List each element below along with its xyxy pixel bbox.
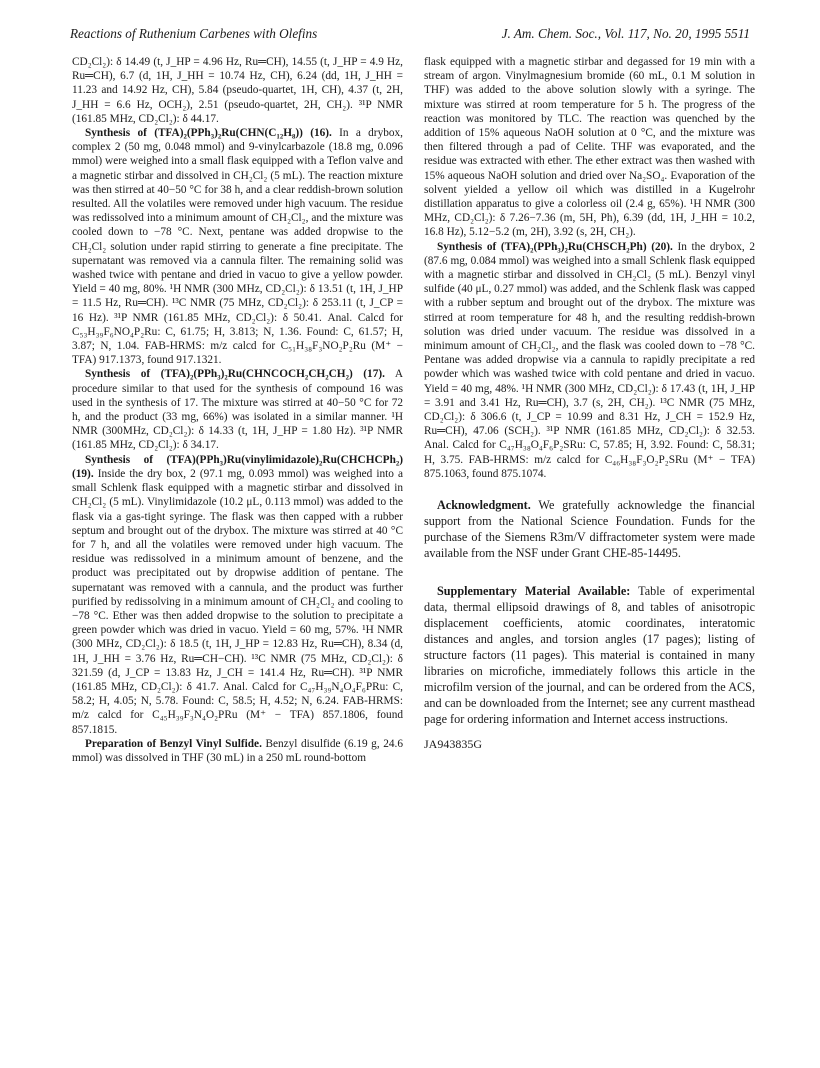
paragraph-synthesis-19 [72, 453, 403, 737]
heading-synthesis-20: Synthesis of (TFA)₂(PPh₃)₂Ru(CHSCH₂Ph) (20). [437, 240, 673, 253]
heading-synthesis-16: Synthesis of (TFA)₂(PPh₃)₂Ru(CHN(C₁₂H₈)) (16). [85, 127, 332, 140]
body-synthesis-19: Inside the dry box, 2 (97.1 mg, 0.093 mmol) was weighed into a small Schlenk flask equipped with a magnetic stirbar and dissolved in CH₂Cl₂ (5 mL). Vinylimidazole (10.2 μL, 0.113 mmol) was added to the flask via a gas-tight syringe. The flask was then capped with a rubber septum and brought out of the drybox. The mixture was stirred at 40 °C for 7 h, and all the volatiles were removed under high vacuum. The residue was redissolved in a minimum amount of benzene, and the product was precipitated out by dropwise addition of pentane. The supernatant was removed with a cannula, and the product was further purified by redissolving in a minimum amount of CH₂Cl₂ and cooling to −78 °C. Ether was then added dropwise to the solution to precipitate a green powder which was dried in vacuo. Yield = 60 mg, 57%. ¹H NMR (300 MHz, CD₂Cl₂): δ 18.5 (t, 1H, J_HP = 12.83 Hz, Ru═CH), 8.34 (d, 1H, J_HH = 3.76 Hz, Ru═CH−CH). ¹³C NMR (75 MHz, CD₂Cl₂): δ 321.59 (d, J_CP = 13.83 Hz, J_CH = 141.4 Hz, Ru═CH). ³¹P NMR (161.85 MHz, CD₂Cl₂): δ 41.7. Anal. Calcd for C₄₇H₃₉N₄O₄F₆PRu: C, 58.2; H, 4.05; N, 5.78. Found: C, 58.5; H, 4.52; N, 6.24. FAB-HRMS: m/z calcd for C₄₅H₃₉F₃N₄O₂PRu (M⁺ − TFA) 857.1806, found 857.1815. [72, 467, 403, 736]
acknowledgment-section [424, 497, 755, 561]
body-synthesis-16: In a drybox, complex 2 (50 mg, 0.048 mmol) and 9-vinylcarbazole (18.8 mg, 0.096 mmol) were weighed into a small flask equipped with a Teflon valve and a magnetic stirbar and dissolved in CH₂Cl₂ (5 mL). The reaction mixture was then stirred at 40−50 °C for 38 h, and a clear reddish-brown solution resulted. All the volatiles were removed under high vacuum. The residue was redissolved into a minimum amount of CH₂Cl₂, and the mixture was cooled down to −78 °C. Next, pentane was added dropwise to the CH₂Cl₂ solution under rapid stirring to generate a fine precipitate. The supernatant was removed via a cannula filter. The remaining solid was washed twice with pentane and dried in vacuo to give a yellow powder. Yield = 40 mg, 80%. ¹H NMR (300 MHz, CD₂Cl₂): δ 13.51 (t, 1H, J_HP = 11.5 Hz, Ru═CH). ¹³C NMR (75 MHz, CD₂Cl₂): δ 253.11 (t, J_CP = 16 Hz). ³¹P NMR (161.85 MHz, CD₂Cl₂): δ 50.41. Anal. Calcd for C₅₃H₃₉F₆NO₄P₂Ru: C, 61.75; H, 3.813; N, 1.36. Found: C, 61.57; H, 3.87; N, 1.04. FAB-HRMS: m/z calcd for C₅₁H₃₈F₃NO₂P₂Ru (M⁺ − TFA) 917.1373, found 917.1321. [72, 127, 403, 367]
supplementary-body: Table of experimental data, thermal ellipsoid drawings of 8, and tables of anisotropic displacement coefficients, atomic coordinates, interatomic distances and angles, and torsion angles (17 pages); listing of structure factors (11 pages). This material is contained in many libraries on microfiche, immediately follows this article in the microfilm version of the journal, and can be ordered from the ACS, and can be downloaded from the Internet; see any current masthead page for ordering information and Internet access instructions. [424, 584, 755, 727]
paragraph-synthesis-20 [424, 240, 755, 481]
running-title: Reactions of Ruthenium Carbenes with Olefins [70, 26, 318, 41]
paragraph-synthesis-17 [72, 367, 403, 452]
heading-benzyl-vinyl-sulfide: Preparation of Benzyl Vinyl Sulfide. [85, 737, 262, 750]
acknowledgment-body: We gratefully acknowledge the financial support from the National Science Foundation. Funds for the purchase of the Siemens R3m/V diffractometer system were made available from the NSF under Grant CHE-85-14495. [424, 498, 755, 561]
body-synthesis-17: A procedure similar to that used for the synthesis of compound 16 was used in the synthesis of 17. The mixture was stirred at 40−50 °C for 72 h, and the product (33 mg, 66%) was isolated in a similar manner. ¹H NMR (300MHz, CD₂Cl₂): δ 14.33 (t, 1H, J_HP = 1.80 Hz). ³¹P NMR (161.85 MHz, CD₂Cl₂): δ 34.17. [72, 368, 404, 452]
supplementary-section [424, 583, 755, 727]
left-column [72, 55, 403, 765]
paragraph-benzyl-continued: flask equipped with a magnetic stirbar and degassed for 19 min with a stream of argon. Vinylmagnesium bromide (60 mL, 0.1 M solution in THF) was added to the above solution slowly with a syringe. The mixture was stirred at room temperature for 5 h. The progress of the reaction was monitored by TLC. The reaction was quenched by the addition of 15% aqueous NaOH solution at 0 °C, and the mixture was then filtered through a pad of Celite. THF was evaporated, and the residue was extracted with ether. The ether extract was then washed with 15% aqueous NaOH solution and dried over Na₂SO₄. Evaporation of the solvent yielded a yellow oil which was distilled in a Kugelrohr distillation apparatus to give a colorless oil (2.4 g, 65%). ¹H NMR (300 MHz, CD₂Cl₂): δ 7.26−7.36 (m, 5H, Ph), 6.39 (dd, 1H, J_HH = 10.2, 16.8 Hz), 5.12−5.2 (m, 2H), 3.92 (s, 2H, CH₂). [424, 56, 755, 239]
body-synthesis-20: In the drybox, 2 (87.6 mg, 0.084 mmol) was weighed into a small Schlenk flask equipped with a magnetic stirbar and dissolved in CH₂Cl₂ (5 mL). Benzyl vinyl sulfide (40 μL, 0.27 mmol) was added, and the Schlenk flask was capped with a rubber septum and brought out of the drybox. The mixture was stirred at room temperature for 48 h, and the resulting reddish-brown solution was dried under vacuum. The residue was dissolved in a minimum amount of CH₂Cl₂, and the flask was cooled down to −78 °C. Pentane was added dropwise via a cannula to rapidly precipitate a red powder which was washed twice with cold pentane and dried in vacuo. Yield = 40 mg, 48%. ¹H NMR (300 MHz, CD₂Cl₂): δ 17.43 (t, 1H, J_HP = 3.91 and 3.41 Hz, Ru═CH), 3.7 (s, 2H, CH₂). ¹³C NMR (75 MHz, CD₂Cl₂): δ 306.6 (t, J_CP = 10.99 and 8.31 Hz, J_CH = 152.9 Hz, Ru═CH), 47.06 (SCH₂). ³¹P NMR (161.85 MHz, CD₂Cl₂): δ 32.53. Anal. Calcd for C₄₇H₃₈O₄F₆P₂SRu: C, 57.85; H, 3.92. Found: C, 58.31; H, 3.75. FAB-HRMS: m/z calcd for C₄₆H₃₈F₃O₂P₂SRu (M⁺ − TFA) 875.1063, found 875.1074. [424, 240, 755, 480]
heading-synthesis-19: Synthesis of (TFA)(PPh₃)Ru(vinylimidazole)₂Ru(CHCHCPh₂) (19). [72, 453, 403, 480]
right-column [424, 55, 755, 751]
paragraph-synthesis-16 [72, 126, 403, 367]
acknowledgment-heading: Acknowledgment. [437, 498, 531, 513]
supplementary-heading: Supplementary Material Available: [437, 584, 631, 599]
paragraph-benzyl-vinyl-sulfide [72, 737, 403, 765]
journal-citation: J. Am. Chem. Soc., Vol. 117, No. 20, 1995 5511 [501, 26, 750, 41]
heading-synthesis-17: Synthesis of (TFA)₂(PPh₃)₂Ru(CHNCOCH₂CH₂CH₂) (17). [85, 368, 385, 381]
paragraph-nmr-continued: CD₂Cl₂): δ 14.49 (t, J_HP = 4.96 Hz, Ru═CH), 14.55 (t, J_HP = 4.9 Hz, Ru═CH), 6.7 (d, 1H, J_HH = 10.74 Hz, CH), 6.24 (dd, 1H, J_HH = 11.23 and 14.92 Hz, CH), 5.84 (pseudo-quartet, 1H, CH), 4.37 (t, 2H, J_HH = 6.6 Hz, OCH₂), 2.51 (pseudo-quartet, 2H, CH₂). ³¹P NMR (161.85 MHz, CD₂Cl₂): δ 44.17. [72, 56, 403, 125]
body-benzyl-vinyl-sulfide: Benzyl disulfide (6.19 g, 24.6 mmol) was dissolved in THF (30 mL) in a 250 mL round-bottom [72, 737, 403, 764]
running-header [70, 26, 750, 44]
manuscript-code: JA943835G [424, 737, 483, 752]
